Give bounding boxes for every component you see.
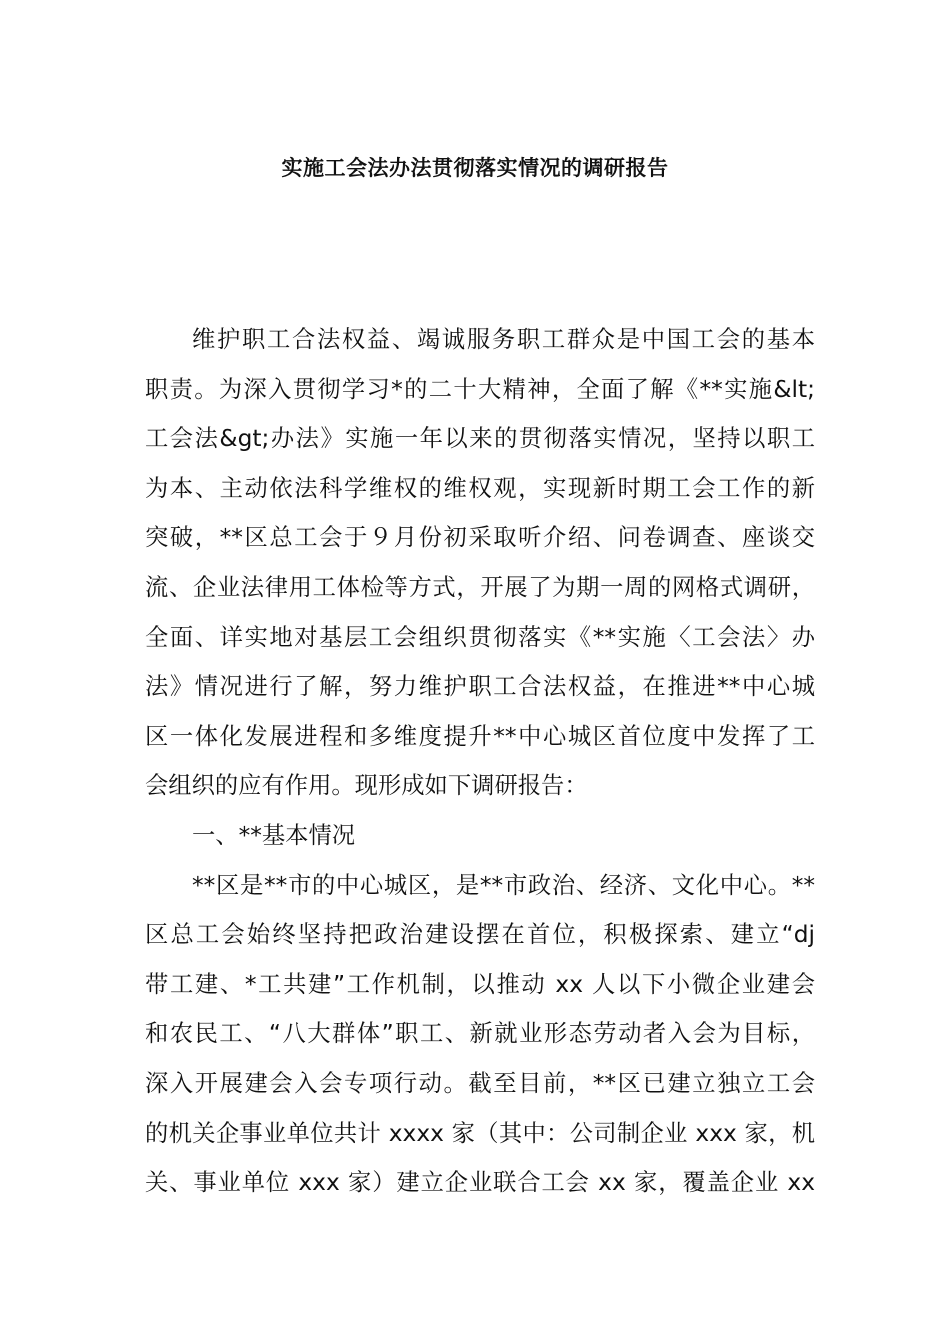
paragraph-line: 关、事业单位 xxx 家）建立企业联合工会 xx 家，覆盖企业 xx — [145, 1169, 815, 1197]
paragraph-line: 会组织的应有作用。现形成如下调研报告： — [145, 772, 588, 800]
paragraph-line: 职责。为深入贯彻学习*的二十大精神，全面了解《**实施&lt; — [145, 375, 815, 403]
paragraph-line: 为本、主动依法科学维权的维权观，实现新时期工会工作的新 — [145, 474, 815, 502]
paragraph-line: 工会法&gt;办法》实施一年以来的贯彻落实情况，坚持以职工 — [145, 425, 815, 453]
paragraph-line: 带工建、*工共建”工作机制，以推动 xx 人以下小微企业建会 — [145, 970, 815, 998]
paragraph-line: 维护职工合法权益、竭诚服务职工群众是中国工会的基本 — [192, 326, 815, 353]
paragraph-line: 法》情况进行了解，努力维护职工合法权益，在推进**中心城 — [145, 673, 815, 701]
paragraph-line: 的机关企事业单位共计 xxxx 家（其中：公司制企业 xxx 家，机 — [145, 1119, 815, 1147]
paragraph-line: 和农民工、“八大群体”职工、新就业形态劳动者入会为目标， — [145, 1020, 815, 1048]
document-body — [145, 322, 815, 1215]
paragraph-line: 流、企业法律用工体检等方式，开展了为期一周的网格式调研， — [145, 573, 815, 601]
paragraph-line: 突破，**区总工会于９月份初采取听介绍、问卷调查、座谈交 — [145, 524, 815, 552]
paragraph-line: 区一体化发展进程和多维度提升**中心城区首位度中发挥了工 — [145, 722, 815, 750]
paragraph-line: **区是**市的中心城区，是**市政治、经济、文化中心。** — [192, 871, 815, 899]
paragraph-line: 深入开展建会入会专项行动。截至目前，**区已建立独立工会 — [145, 1069, 815, 1097]
paragraph-line: 全面、详实地对基层工会组织贯彻落实《**实施〈工会法〉办 — [145, 623, 815, 651]
section-heading: 一、**基本情况 — [192, 821, 356, 849]
paragraph-line: 区总工会始终坚持把政治建设摆在首位，积极探索、建立“dj — [145, 921, 815, 949]
document-title: 实施工会法办法贯彻落实情况的调研报告 — [281, 156, 669, 180]
